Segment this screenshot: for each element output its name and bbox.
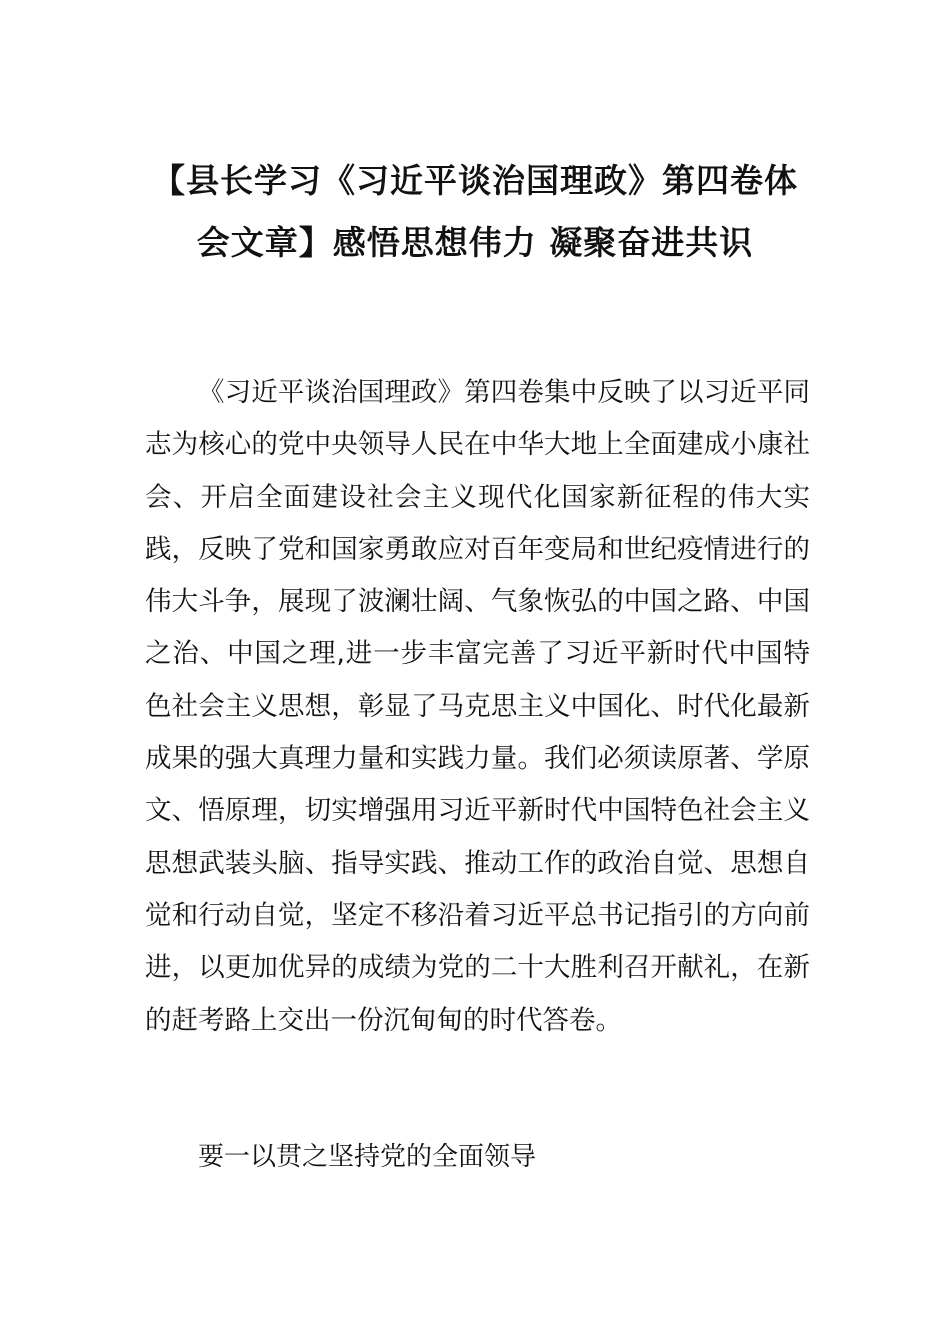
body-paragraph: 《习近平谈治国理政》第四卷集中反映了以习近平同志为核心的党中央领导人民在中华大地上全面建成小康社会、开启全面建设社会主义现代化国家新征程的伟大实践，反映了党和国家勇敢应对百年变局和世纪疫情进行的伟大斗争，展现了波澜壮阔、气象恢弘的中国之路、中国之治、中国之理,进一步丰富完善了习近平新时代中国特色社会主义思想，彰显了马克思主义中国化、时代化最新成果的强大真理力量和实践力量。我们必须读原著、学原文、悟原理，切实增强用习近平新时代中国特色社会主义思想武装头脑、指导实践、推动工作的政治自觉、思想自觉和行动自觉，坚定不移沿着习近平总书记指引的方向前进，以更加优异的成绩为党的二十大胜利召开献礼，在新的赶考路上交出一份沉甸甸的时代答卷。 bbox=[145, 377, 810, 1036]
title-line-2: 会文章】感悟思想伟力 凝聚奋进共识 bbox=[196, 223, 754, 262]
document-title bbox=[120, 150, 830, 274]
title-line-1: 【县长学习《习近平谈治国理政》第四卷体 bbox=[152, 161, 798, 200]
section-subheading: 要一以贯之坚持党的全面领导 bbox=[198, 1142, 537, 1172]
